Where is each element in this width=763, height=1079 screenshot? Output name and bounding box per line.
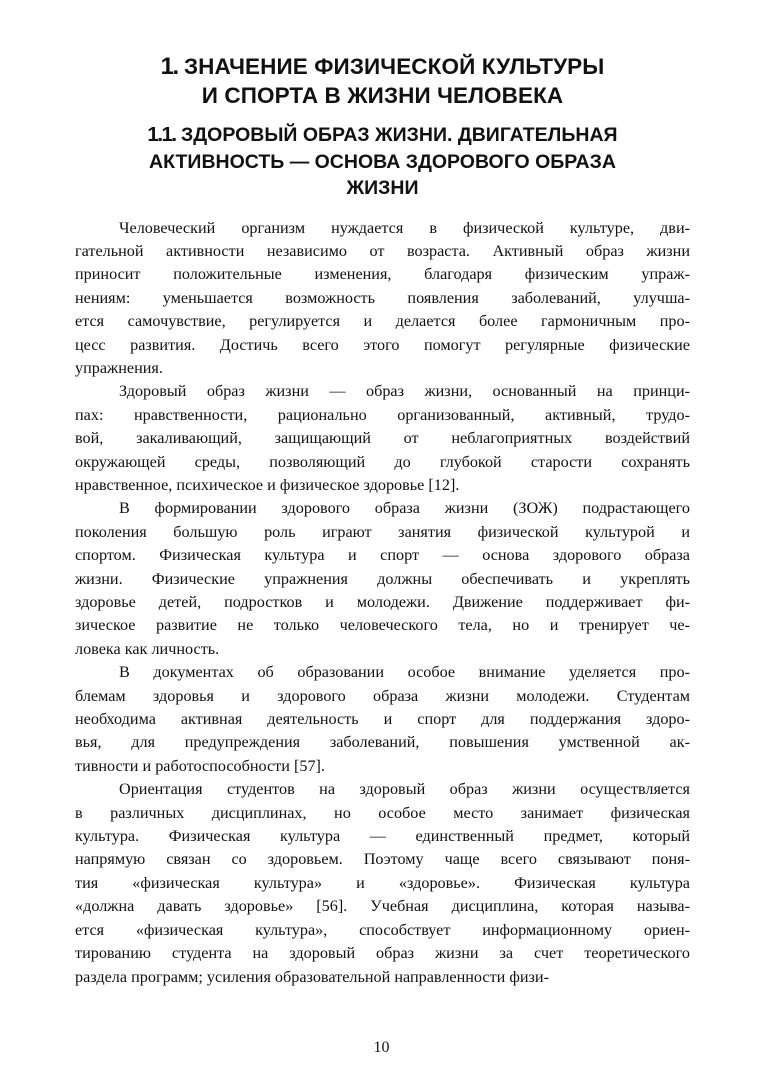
paragraph-line: приносит положительные изменения, благодаря физическим упраж-: [75, 265, 690, 284]
paragraph-line: тия «физическая культура» и «здоровье». Физическая культура: [75, 873, 690, 892]
paragraph: [75, 380, 690, 497]
paragraph: [75, 497, 690, 661]
paragraph-line: Ориентация студентов на здоровый образ жизни осуществляется: [119, 780, 690, 799]
paragraph-line: ловека как личность.: [75, 639, 220, 658]
paragraph-line: гательной активности независимо от возраста. Активный образ жизни: [75, 241, 690, 260]
section-title-line-2: АКТИВНОСТЬ — ОСНОВА ЗДОРОВОГО ОБРАЗА: [149, 150, 616, 173]
paragraph-line: тивности и работоспособности [57].: [75, 756, 325, 775]
paragraph-line: в различных дисциплинах, но особое место занимает физическая: [75, 803, 690, 822]
paragraph-line: Здоровый образ жизни — образ жизни, основанный на принци-: [119, 382, 690, 401]
paragraph-line: В документах об образовании особое внимание уделяется про-: [119, 663, 690, 682]
paragraph-line: ется самочувствие, регулируется и делается более гармоничным про-: [75, 312, 690, 331]
section-title: [75, 122, 690, 202]
paragraph-line: цесс развития. Достичь всего этого помогут регулярные физические: [75, 335, 690, 354]
page-content: [75, 52, 690, 989]
paragraph-line: В формировании здорового образа жизни (ЗОЖ) подрастающего: [119, 499, 690, 518]
chapter-title-line-2: И СПОРТА В ЖИЗНИ ЧЕЛОВЕКА: [201, 83, 564, 108]
section-number: 1.1.: [147, 123, 176, 146]
paragraph-line: спортом. Физическая культура и спорт — основа здорового образа: [75, 546, 690, 565]
body-text: [75, 217, 690, 989]
section-title-line-3: ЖИЗНИ: [346, 177, 419, 199]
section-title-text-1: ЗДОРОВЫЙ ОБРАЗ ЖИЗНИ. ДВИГАТЕЛЬНАЯ: [181, 124, 618, 146]
paragraph-line: нениям: уменьшается возможность появления заболеваний, улучша-: [75, 288, 690, 307]
chapter-title-line-1: [75, 52, 690, 81]
paragraph-line: необходима активная деятельность и спорт для поддержания здоро-: [75, 710, 690, 729]
paragraph-line: окружающей среды, позволяющий до глубокой старости сохранять: [75, 452, 690, 471]
paragraph-line: напрямую связан со здоровьем. Поэтому чаще всего связывают поня-: [75, 850, 690, 869]
paragraph: [75, 661, 690, 778]
paragraph-line: блемам здоровья и здорового образа жизни молодежи. Студентам: [75, 686, 690, 705]
paragraph: [75, 778, 690, 989]
paragraph-line: вой, закаливающий, защищающий от неблагоприятных воздействий: [75, 429, 690, 448]
chapter-number: 1.: [160, 53, 178, 80]
paragraph-line: нравственное, психическое и физическое здоровье [12].: [75, 475, 460, 494]
paragraph-line: зическое развитие не только человеческого тела, но и тренирует че-: [75, 616, 690, 635]
section-title-line-1: [75, 122, 690, 149]
paragraph-line: культура. Физическая культура — единственный предмет, который: [75, 827, 690, 846]
paragraph-line: упражнения.: [75, 358, 163, 377]
paragraph-line: тированию студента на здоровый образ жизни за счет теоретического: [75, 944, 690, 963]
paragraph-line: Человеческий организм нуждается в физической культуре, дви-: [119, 218, 690, 237]
paragraph-line: жизни. Физические упражнения должны обеспечивать и укреплять: [75, 569, 690, 588]
paragraph-line: вья, для предупреждения заболеваний, повышения умственной ак-: [75, 733, 690, 752]
paragraph-line: «должна давать здоровье» [56]. Учебная дисциплина, которая называ-: [75, 897, 690, 916]
paragraph-line: раздела программ; усиления образовательной направленности физи-: [75, 967, 549, 986]
page-number: 10: [373, 1039, 390, 1056]
paragraph: [75, 217, 690, 381]
paragraph-line: ется «физическая культура», способствует информационному ориен-: [75, 920, 690, 939]
paragraph-line: поколения большую роль играют занятия физической культурой и: [75, 522, 690, 541]
chapter-title: [75, 52, 690, 110]
chapter-title-text-1: ЗНАЧЕНИЕ ФИЗИЧЕСКОЙ КУЛЬТУРЫ: [183, 54, 605, 79]
paragraph-line: здоровье детей, подростков и молодежи. Движение поддерживает фи-: [75, 593, 690, 611]
paragraph-line: пах: нравственности, рационально организованный, активный, трудо-: [75, 405, 690, 424]
